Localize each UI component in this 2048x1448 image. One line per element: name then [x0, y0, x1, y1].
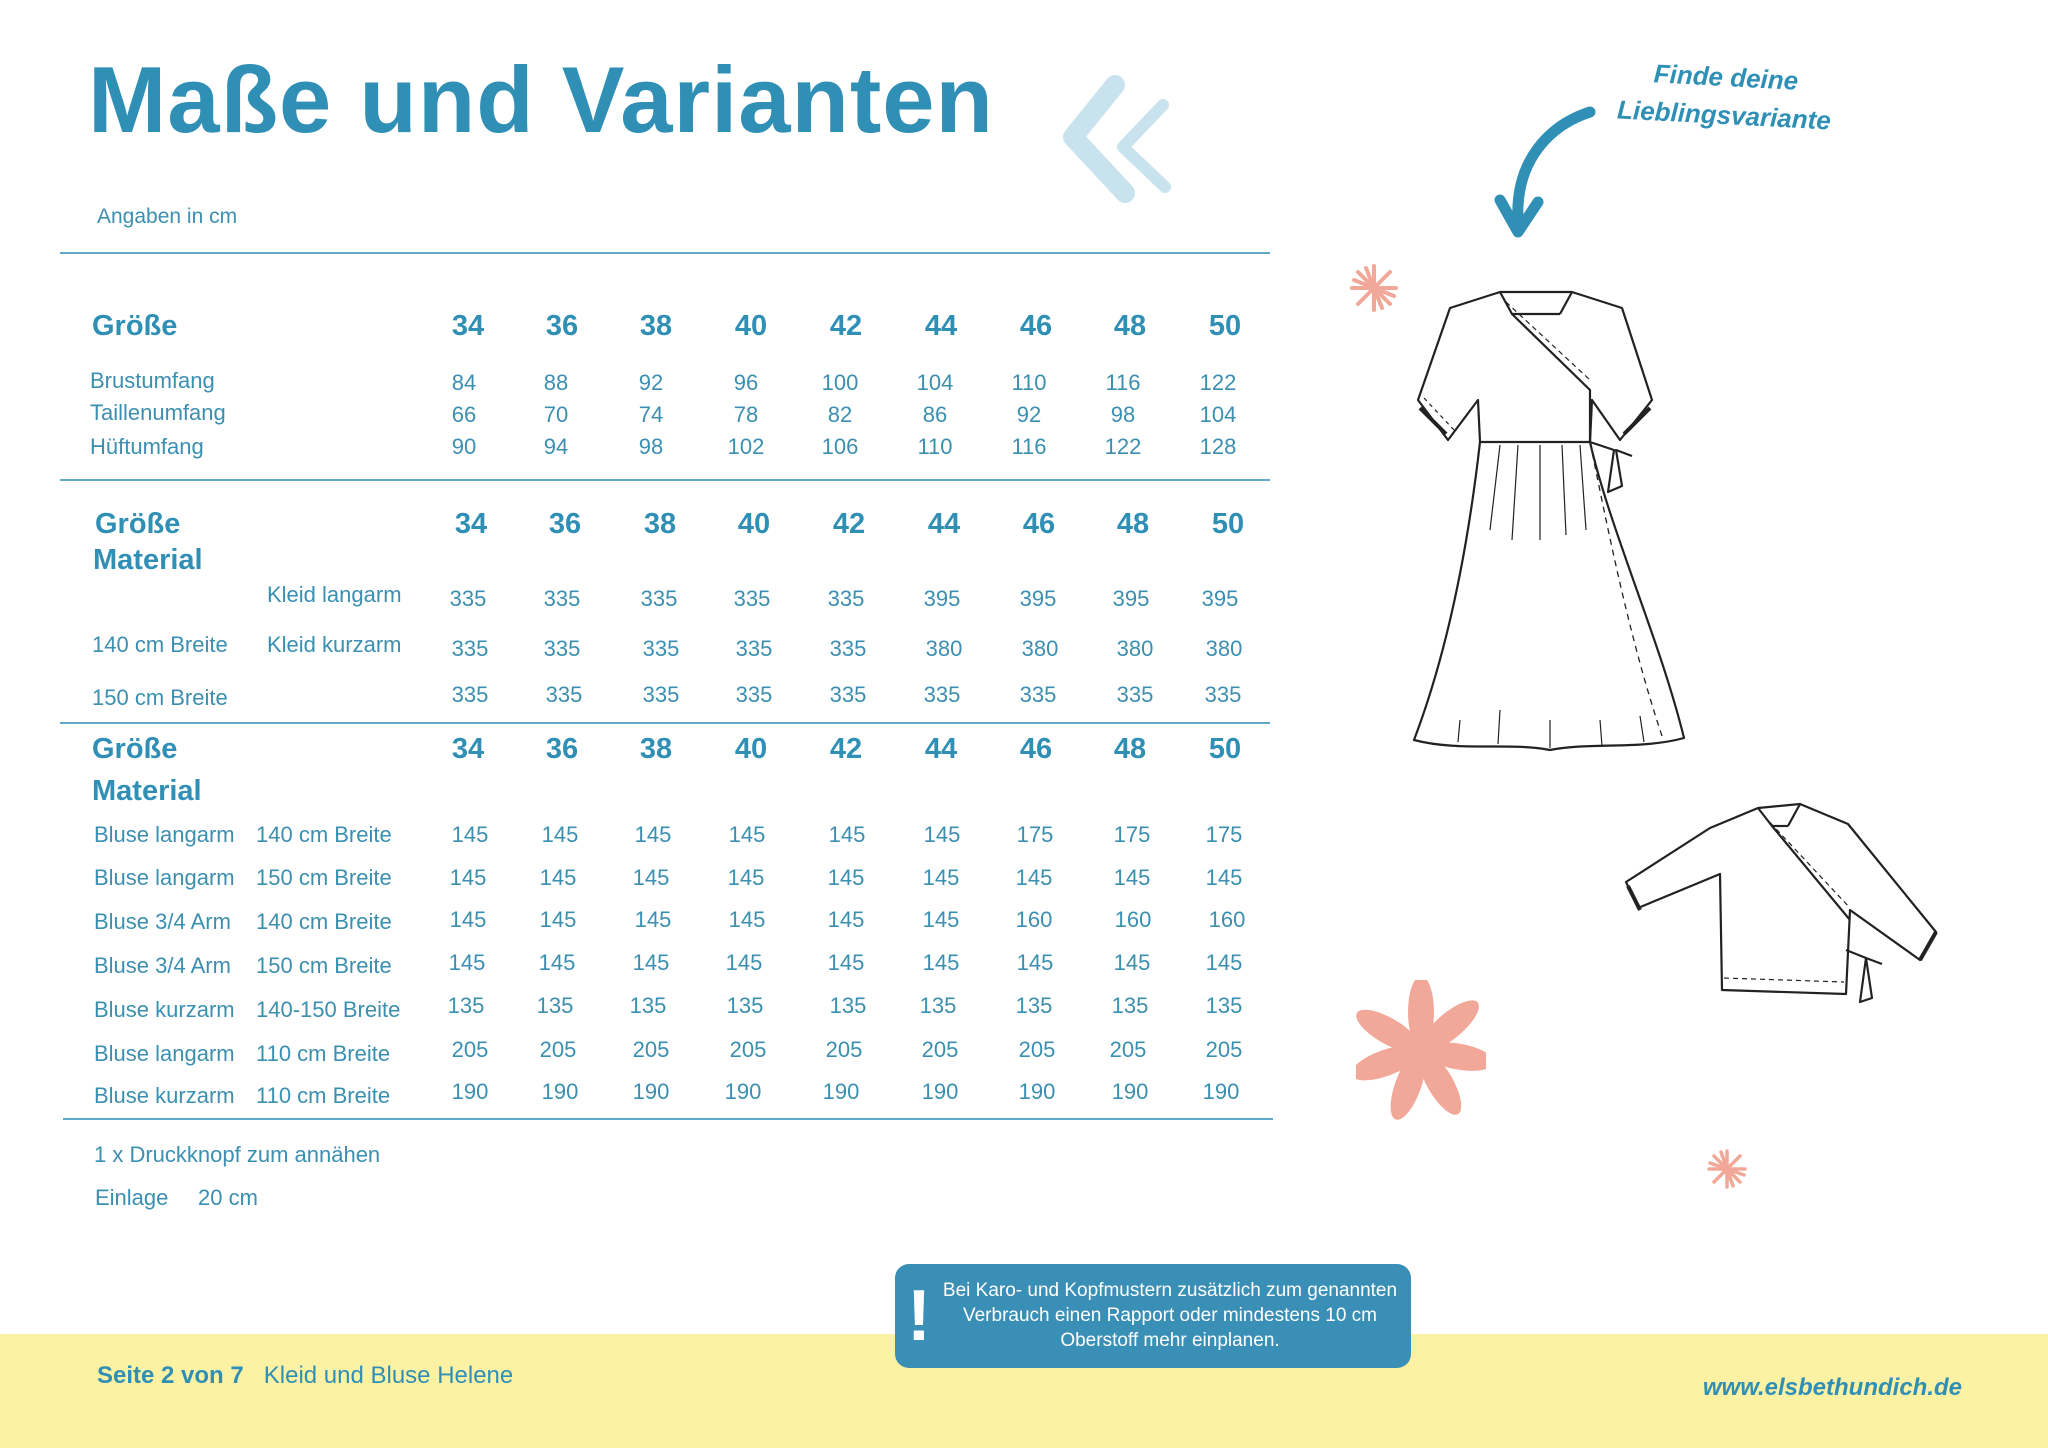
row-label: 140-150 Breite	[256, 997, 401, 1022]
table-cell: 160	[1015, 907, 1053, 932]
table-cell: 135	[536, 993, 574, 1018]
flower-icon	[1704, 1146, 1750, 1192]
website-link[interactable]: www.elsbethundich.de	[1702, 1374, 1962, 1401]
size-cell: 34	[451, 733, 485, 765]
size-cell: 42	[829, 733, 863, 765]
table-cell: 84	[451, 370, 477, 395]
table-cell: 145	[1016, 950, 1054, 975]
table-cell: 145	[451, 822, 489, 847]
table-cell: 145	[634, 822, 672, 847]
size-cell: 48	[1116, 508, 1150, 540]
table-cell: 380	[1116, 636, 1154, 661]
table-cell: 82	[827, 402, 853, 427]
table-cell: 335	[827, 586, 865, 611]
table-cell: 116	[1105, 370, 1141, 395]
table-cell: 135	[829, 993, 867, 1018]
table-cell: 145	[923, 822, 961, 847]
table-cell: 145	[448, 950, 486, 975]
size-cell: 50	[1211, 508, 1245, 540]
divider	[60, 722, 1270, 724]
size-cell: 46	[1019, 733, 1053, 765]
table-cell: 135	[447, 993, 485, 1018]
table-cell: 145	[922, 907, 960, 932]
row-label: Bluse 3/4 Arm	[94, 909, 231, 934]
table-cell: 205	[825, 1037, 863, 1062]
table-cell: 205	[1018, 1037, 1056, 1062]
table-cell: 190	[921, 1079, 959, 1104]
row-label: Kleid kurzarm	[267, 632, 402, 657]
table-cell: 190	[632, 1079, 670, 1104]
table-cell: 100	[821, 370, 859, 395]
notice-text: Bei Karo- und Kopfmustern zusätzlich zum genannten Verbrauch einen Rapport oder mindestens 10 cm Oberstoff mehr einplanen.	[942, 1280, 1398, 1351]
table-cell: 175	[1205, 822, 1243, 847]
row-label: 140 cm Breite	[256, 909, 392, 934]
size-cell: 42	[832, 508, 866, 540]
size-cell: 40	[737, 508, 771, 540]
size-cell: 44	[924, 310, 958, 342]
document-title: Kleid und Bluse Helene	[263, 1362, 514, 1389]
divider	[60, 479, 1270, 481]
table-cell: 145	[449, 907, 487, 932]
table-cell: 190	[541, 1079, 579, 1104]
size-cell: 48	[1113, 310, 1147, 342]
table-cell: 145	[541, 822, 579, 847]
row-label: Bluse 3/4 Arm	[94, 953, 231, 978]
handnote-line: Lieblingsvariante	[1616, 94, 1832, 136]
table-cell: 145	[728, 822, 766, 847]
table-cell: 135	[1015, 993, 1053, 1018]
row-label: Bluse kurzarm	[94, 997, 235, 1022]
flower-icon	[1356, 980, 1486, 1120]
size-cell: 36	[545, 733, 579, 765]
table-cell: 122	[1104, 434, 1142, 459]
table-cell: 205	[632, 1037, 670, 1062]
table-cell: 380	[925, 636, 963, 661]
table-cell: 86	[922, 402, 948, 427]
table-cell: 175	[1113, 822, 1151, 847]
table-cell: 190	[822, 1079, 860, 1104]
table-cell: 106	[821, 434, 859, 459]
table-cell: 335	[829, 682, 867, 707]
table-cell: 70	[543, 402, 569, 427]
table-cell: 135	[919, 993, 957, 1018]
table-cell: 145	[1205, 865, 1243, 890]
table-cell: 110	[917, 434, 953, 459]
table-cell: 380	[1021, 636, 1059, 661]
table-cell: 160	[1208, 907, 1246, 932]
size-cell: 44	[924, 733, 958, 765]
table-cell: 205	[729, 1037, 767, 1062]
row-label: 150 cm Breite	[92, 685, 228, 710]
table-cell: 145	[1205, 950, 1243, 975]
table-cell: 205	[1205, 1037, 1243, 1062]
table-cell: 104	[1199, 402, 1237, 427]
size-header: Größe	[95, 508, 181, 540]
row-label: Bluse kurzarm	[94, 1083, 235, 1108]
chevron-decoration-icon	[1055, 75, 1185, 205]
size-cell: 40	[734, 733, 768, 765]
table-cell: 190	[1202, 1079, 1240, 1104]
row-label: Taillenumfang	[90, 400, 226, 425]
table-cell: 92	[638, 370, 664, 395]
page-number: Seite 2 von 7	[97, 1362, 244, 1389]
row-label: Bluse langarm	[94, 1041, 235, 1066]
table-cell: 135	[1111, 993, 1149, 1018]
table-cell: 145	[728, 907, 766, 932]
table-cell: 145	[828, 822, 866, 847]
table-cell: 145	[634, 907, 672, 932]
table-cell: 190	[1111, 1079, 1149, 1104]
size-cell: 34	[454, 508, 488, 540]
table-cell: 395	[1201, 586, 1239, 611]
table-cell: 145	[539, 907, 577, 932]
table-cell: 190	[451, 1079, 489, 1104]
row-label: 140 cm Breite	[256, 822, 392, 847]
page-title: Maße und Varianten	[88, 47, 994, 152]
size-cell: 38	[639, 310, 673, 342]
table-cell: 98	[1110, 402, 1136, 427]
row-label: Brustumfang	[90, 368, 215, 393]
table-cell: 335	[543, 636, 581, 661]
table-cell: 78	[733, 402, 759, 427]
table-cell: 94	[543, 434, 569, 459]
table-cell: 190	[724, 1079, 762, 1104]
row-label: 110 cm Breite	[256, 1041, 391, 1066]
size-cell: 34	[451, 310, 485, 342]
table-cell: 128	[1199, 434, 1237, 459]
size-cell: 40	[734, 310, 768, 342]
table-cell: 190	[1018, 1079, 1056, 1104]
table-cell: 335	[735, 636, 773, 661]
row-label: 150 cm Breite	[256, 865, 392, 890]
material-header: Material	[93, 544, 203, 576]
table-cell: 395	[1019, 586, 1057, 611]
page-indicator	[97, 1362, 513, 1390]
divider	[63, 1118, 1273, 1120]
table-cell: 145	[827, 950, 865, 975]
row-label: 150 cm Breite	[256, 953, 392, 978]
table-cell: 74	[638, 402, 664, 427]
notice-box	[895, 1264, 1411, 1368]
arrow-icon	[1490, 100, 1600, 240]
size-header: Größe	[92, 310, 178, 342]
row-label: Hüftumfang	[90, 434, 204, 459]
table-cell: 335	[451, 682, 489, 707]
table-cell: 145	[632, 950, 670, 975]
table-cell: 98	[638, 434, 664, 459]
table-cell: 145	[539, 865, 577, 890]
table-cell: 160	[1114, 907, 1152, 932]
table-cell: 145	[538, 950, 576, 975]
table-cell: 116	[1011, 434, 1047, 459]
table-cell: 145	[727, 865, 765, 890]
interfacing-label: Einlage	[95, 1185, 169, 1210]
table-cell: 92	[1016, 402, 1042, 427]
table-cell: 335	[642, 636, 680, 661]
table-cell: 66	[451, 402, 477, 427]
divider	[60, 252, 1270, 254]
size-header: Größe	[92, 733, 178, 765]
table-cell: 335	[545, 682, 583, 707]
table-cell: 90	[451, 434, 477, 459]
size-cell: 46	[1019, 310, 1053, 342]
size-cell: 36	[545, 310, 579, 342]
table-cell: 335	[642, 682, 680, 707]
table-cell: 380	[1205, 636, 1243, 661]
table-cell: 335	[451, 636, 489, 661]
table-cell: 145	[725, 950, 763, 975]
handnote-line: Finde deine	[1653, 58, 1799, 96]
table-cell: 145	[922, 950, 960, 975]
size-cell: 50	[1208, 733, 1242, 765]
row-label: 140 cm Breite	[92, 632, 228, 657]
table-cell: 88	[543, 370, 569, 395]
table-cell: 335	[923, 682, 961, 707]
table-cell: 96	[733, 370, 759, 395]
interfacing-value: 20 cm	[198, 1185, 258, 1210]
material-header: Material	[92, 775, 202, 807]
blouse-illustration	[1620, 790, 1980, 1020]
row-label: 110 cm Breite	[256, 1083, 391, 1108]
table-cell: 205	[451, 1037, 489, 1062]
row-label: Bluse langarm	[94, 822, 235, 847]
table-cell: 175	[1016, 822, 1054, 847]
table-cell: 110	[1011, 370, 1047, 395]
table-cell: 145	[1015, 865, 1053, 890]
table-cell: 145	[1113, 865, 1151, 890]
table-cell: 335	[449, 586, 487, 611]
size-cell: 36	[548, 508, 582, 540]
row-label: Kleid langarm	[267, 582, 402, 607]
table-cell: 135	[1205, 993, 1243, 1018]
size-cell: 38	[643, 508, 677, 540]
size-cell: 44	[927, 508, 961, 540]
table-cell: 335	[829, 636, 867, 661]
units-note: Angaben in cm	[97, 205, 238, 228]
table-cell: 395	[923, 586, 961, 611]
table-cell: 335	[735, 682, 773, 707]
table-cell: 102	[727, 434, 765, 459]
handwritten-note	[1608, 52, 1842, 140]
table-cell: 395	[1112, 586, 1150, 611]
size-cell: 50	[1208, 310, 1242, 342]
table-cell: 145	[632, 865, 670, 890]
table-cell: 122	[1199, 370, 1237, 395]
table-cell: 135	[629, 993, 667, 1018]
row-label: Bluse langarm	[94, 865, 235, 890]
table-cell: 335	[543, 586, 581, 611]
size-cell: 48	[1113, 733, 1147, 765]
table-cell: 335	[1116, 682, 1154, 707]
table-cell: 145	[1113, 950, 1151, 975]
table-cell: 145	[827, 907, 865, 932]
table-cell: 205	[539, 1037, 577, 1062]
table-cell: 145	[922, 865, 960, 890]
exclamation-icon: !	[907, 1276, 931, 1356]
flower-icon	[1346, 260, 1402, 316]
table-cell: 104	[916, 370, 954, 395]
table-cell: 145	[449, 865, 487, 890]
dress-illustration	[1400, 280, 1700, 760]
size-cell: 42	[829, 310, 863, 342]
size-cell: 38	[639, 733, 673, 765]
table-cell: 205	[921, 1037, 959, 1062]
table-cell: 335	[1204, 682, 1242, 707]
table-cell: 205	[1109, 1037, 1147, 1062]
button-note: 1 x Druckknopf zum annähen	[94, 1142, 381, 1167]
table-cell: 335	[1019, 682, 1057, 707]
size-cell: 46	[1022, 508, 1056, 540]
table-cell: 145	[827, 865, 865, 890]
table-cell: 135	[726, 993, 764, 1018]
table-cell: 335	[640, 586, 678, 611]
table-cell: 335	[733, 586, 771, 611]
